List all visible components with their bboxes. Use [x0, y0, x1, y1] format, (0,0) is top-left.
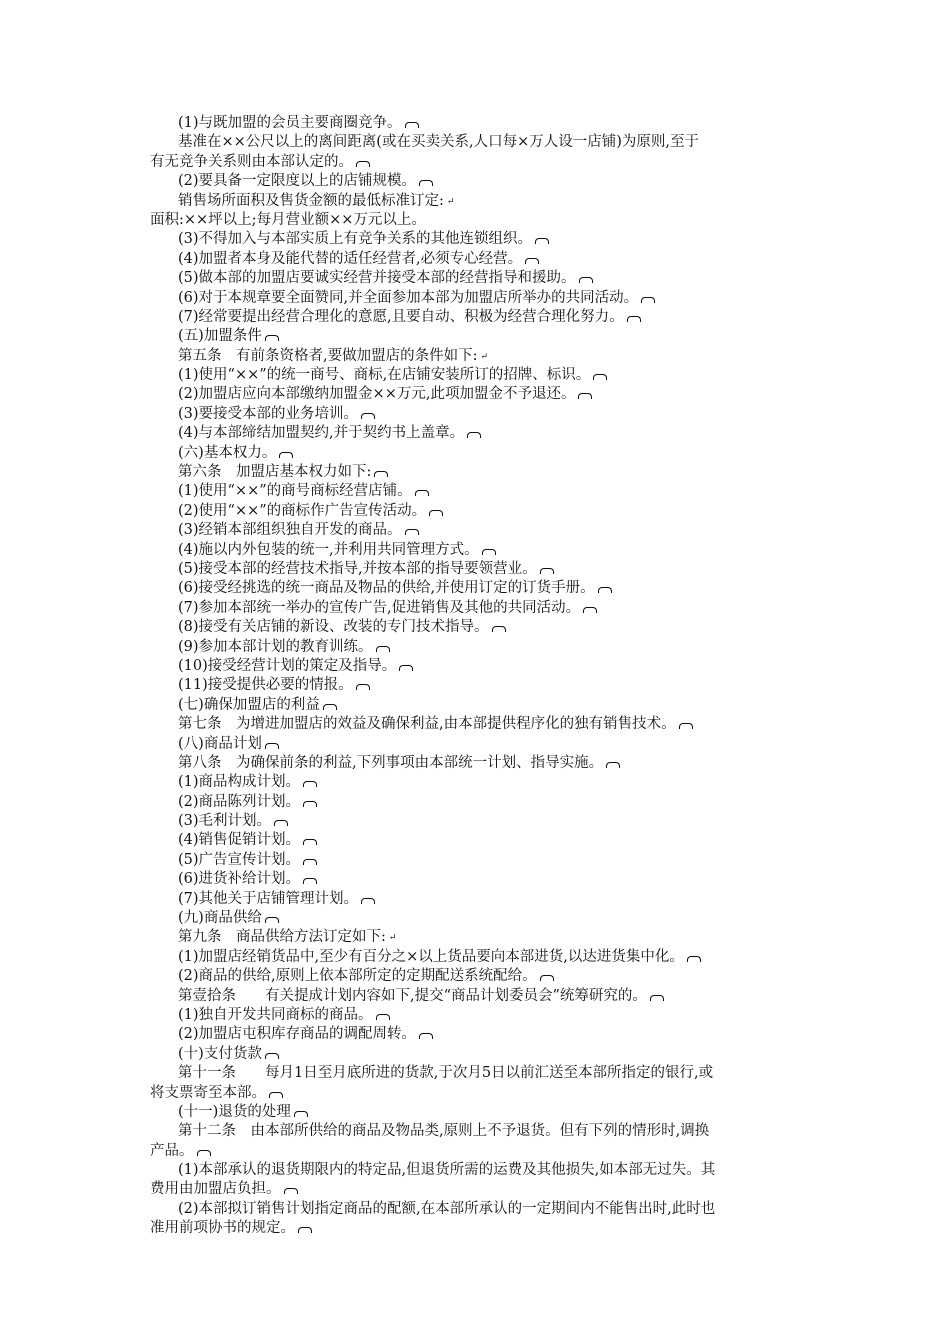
line-text: (7)参加本部统一举办的宣传广告,促进销售及其他的共同活动。	[178, 599, 581, 616]
text-line	[178, 327, 808, 346]
text-line	[178, 463, 808, 482]
text-line	[178, 599, 808, 618]
text-line	[178, 831, 808, 850]
line-text: (3)不得加入与本部实质上有竞争关系的其他连锁组织。	[178, 231, 533, 248]
line-text: (3)毛利计划。	[178, 813, 272, 830]
line-text: (1)使用“××”的商号商标经营店铺。	[178, 483, 412, 500]
text-line	[178, 482, 808, 501]
line-text: (八)商品计划	[178, 735, 262, 752]
text-line	[178, 1161, 808, 1180]
line-text: (2)商品陈列计划。	[178, 793, 301, 810]
text-line	[150, 1180, 808, 1199]
paragraph-mark-icon	[361, 413, 375, 419]
line-text: (1)独自开发共同商标的商品。	[178, 1006, 373, 1023]
line-text: (五)加盟条件	[178, 328, 262, 345]
line-text: (4)施以内外包装的统一,并利用共同管理方式。	[178, 541, 479, 558]
line-text: 准用前项协书的规定。	[150, 1220, 295, 1237]
text-line	[178, 521, 808, 540]
line-text: 第壹拾条 有关提成计划内容如下,提交“商品计划委员会”统筹研究的。	[178, 987, 647, 1004]
text-line	[178, 405, 808, 424]
paragraph-mark-icon	[303, 859, 317, 865]
text-line	[178, 1103, 808, 1122]
document-body	[150, 114, 808, 1239]
text-line	[178, 754, 808, 773]
text-line	[178, 289, 808, 308]
line-text: 第五条 有前条资格者,要做加盟店的条件如下:	[178, 347, 478, 364]
paragraph-mark-icon	[579, 277, 593, 283]
paragraph-mark-icon	[540, 975, 554, 981]
line-text: (6)接受经挑选的统一商品及物品的供给,并使用订定的订货手册。	[178, 580, 595, 597]
text-line	[178, 735, 808, 754]
text-line	[178, 928, 808, 947]
line-text: (2)加盟店应向本部缴纳加盟金××万元,此项加盟金不予退还。	[178, 386, 576, 403]
text-line	[178, 114, 808, 133]
text-line	[178, 308, 808, 327]
line-text: (2)加盟店屯积库存商品的调配周转。	[178, 1026, 417, 1043]
line-text: (2)商品的供给,原则上依本部所定的定期配送系统配给。	[178, 968, 537, 985]
line-text: 费用由加盟店负担。	[150, 1181, 281, 1198]
line-text: (6)进货补给计划。	[178, 871, 301, 888]
paragraph-mark-icon	[284, 1188, 298, 1194]
paragraph-mark-icon	[650, 995, 664, 1001]
text-line	[178, 230, 808, 249]
text-line	[150, 1219, 808, 1238]
text-line	[178, 638, 808, 657]
paragraph-mark-icon	[197, 1150, 211, 1156]
paragraph-mark-icon	[265, 917, 279, 923]
line-text: 面积:××坪以上;每月营业额××万元以上。	[150, 211, 426, 228]
line-text: (4)与本部缔结加盟契约,并于契约书上盖章。	[178, 425, 465, 442]
line-text: 第十一条 每月1日至月底所进的货款,于次月5日以前汇送至本部所指定的银行,或	[178, 1065, 714, 1082]
text-line	[150, 211, 808, 230]
text-line	[178, 424, 808, 443]
paragraph-mark-icon	[627, 316, 641, 322]
text-line	[178, 1045, 808, 1064]
paragraph-mark-icon	[303, 878, 317, 884]
text-line	[178, 657, 808, 676]
line-text: 有无竞争关系则由本部认定的。	[150, 153, 353, 170]
paragraph-mark-icon	[540, 568, 554, 574]
paragraph-mark-icon	[578, 393, 592, 399]
text-line	[178, 696, 808, 715]
text-line	[150, 1142, 808, 1161]
paragraph-mark-icon	[376, 1014, 390, 1020]
line-text: (十一)退货的处理	[178, 1103, 291, 1120]
line-text: (九)商品供给	[178, 910, 262, 927]
line-text: (3)要接受本部的业务培训。	[178, 405, 359, 422]
line-text: 销售场所面积及售货金额的最低标准订定:	[178, 192, 444, 209]
text-line	[178, 773, 808, 792]
text-line	[178, 812, 808, 831]
paragraph-mark-icon	[535, 238, 549, 244]
text-line	[178, 347, 808, 366]
paragraph-mark-icon	[303, 781, 317, 787]
line-text: (5)接受本部的经营技术指导,并按本部的指导要领营业。	[178, 560, 537, 577]
line-text: (8)接受有关店铺的新设、改装的专门技术指导。	[178, 619, 489, 636]
line-text: (六)基本权力。	[178, 444, 277, 461]
text-line	[178, 987, 808, 1006]
line-break-icon: ↵	[480, 351, 489, 362]
text-line	[178, 1122, 808, 1141]
line-text: (七)确保加盟店的利益	[178, 696, 320, 713]
line-text: (5)做本部的加盟店要诚实经营并接受本部的经营指导和援助。	[178, 270, 576, 287]
paragraph-mark-icon	[415, 490, 429, 496]
paragraph-mark-icon	[583, 607, 597, 613]
paragraph-mark-icon	[641, 297, 655, 303]
paragraph-mark-icon	[405, 122, 419, 128]
text-line	[178, 1025, 808, 1044]
paragraph-mark-icon	[356, 684, 370, 690]
text-line	[178, 444, 808, 463]
paragraph-mark-icon	[492, 626, 506, 632]
paragraph-mark-icon	[279, 452, 293, 458]
paragraph-mark-icon	[274, 820, 288, 826]
line-text: 第八条 为确保前条的利益,下列事项由本部统一计划、指导实施。	[178, 754, 604, 771]
text-line	[178, 366, 808, 385]
text-line	[178, 715, 808, 734]
paragraph-mark-icon	[482, 549, 496, 555]
paragraph-mark-icon	[265, 1053, 279, 1059]
line-text: 第九条 商品供给方法订定如下:	[178, 929, 386, 946]
paragraph-mark-icon	[679, 723, 693, 729]
line-text: (10)接受经营计划的策定及指导。	[178, 657, 397, 674]
paragraph-mark-icon	[265, 743, 279, 749]
line-text: 第六条 加盟店基本权力如下:	[178, 464, 372, 481]
text-line	[178, 890, 808, 909]
paragraph-mark-icon	[269, 1092, 283, 1098]
text-line	[178, 870, 808, 889]
paragraph-mark-icon	[598, 587, 612, 593]
line-text: 产品。	[150, 1142, 194, 1159]
line-text: (2)本部拟订销售计划指定商品的配额,在本部所承认的一定期间内不能售出时,此时也	[178, 1200, 716, 1217]
paragraph-mark-icon	[687, 956, 701, 962]
text-line	[178, 269, 808, 288]
text-line	[178, 1200, 808, 1219]
line-text: 基准在××公尺以上的离间距离(或在买卖关系,人口每×万人设一店铺)为原则,至于	[178, 134, 699, 151]
paragraph-mark-icon	[419, 180, 433, 186]
text-line	[178, 851, 808, 870]
text-line	[178, 1006, 808, 1025]
line-text: (4)加盟者本身及能代替的适任经营者,必须专心经营。	[178, 250, 523, 267]
line-text: (2)要具备一定限度以上的店铺规模。	[178, 173, 417, 190]
line-text: (7)经常要提出经营合理化的意愿,且要自动、积极为经营合理化努力。	[178, 308, 624, 325]
text-line	[178, 948, 808, 967]
line-text: (7)其他关于店铺管理计划。	[178, 890, 359, 907]
line-text: (9)参加本部计划的教育训练。	[178, 638, 373, 655]
line-text: (6)对于本规章要全面赞同,并全面参加本部为加盟店所举办的共同活动。	[178, 289, 639, 306]
text-line	[150, 1084, 808, 1103]
paragraph-mark-icon	[419, 1033, 433, 1039]
paragraph-mark-icon	[525, 258, 539, 264]
text-line	[178, 560, 808, 579]
text-line	[178, 133, 808, 152]
paragraph-mark-icon	[374, 471, 388, 477]
line-text: (1)商品构成计划。	[178, 774, 301, 791]
text-line	[178, 967, 808, 986]
text-line	[178, 676, 808, 695]
paragraph-mark-icon	[429, 510, 443, 516]
text-line	[178, 541, 808, 560]
text-line	[178, 909, 808, 928]
text-line	[178, 793, 808, 812]
text-line	[178, 1064, 808, 1083]
text-line	[178, 192, 808, 211]
line-text: (1)加盟店经销货品中,至少有百分之×以上货品要向本部进货,以达进货集中化。	[178, 948, 684, 965]
paragraph-mark-icon	[294, 1111, 308, 1117]
line-text: (3)经销本部组织独自开发的商品。	[178, 522, 402, 539]
text-line	[178, 502, 808, 521]
text-line	[178, 618, 808, 637]
text-line	[178, 385, 808, 404]
paragraph-mark-icon	[298, 1227, 312, 1233]
paragraph-mark-icon	[399, 665, 413, 671]
paragraph-mark-icon	[376, 646, 390, 652]
line-text: (1)本部承认的退货期限内的特定品,但退货所需的运费及其他损失,如本部无过失。其	[178, 1162, 716, 1179]
line-text: 将支票寄至本部。	[150, 1084, 266, 1101]
line-text: 第十二条 由本部所供给的商品及物品类,原则上不予退货。但有下列的情形时,调换	[178, 1123, 710, 1140]
paragraph-mark-icon	[606, 762, 620, 768]
paragraph-mark-icon	[303, 839, 317, 845]
text-line	[178, 250, 808, 269]
text-line	[178, 579, 808, 598]
paragraph-mark-icon	[356, 161, 370, 167]
paragraph-mark-icon	[405, 529, 419, 535]
line-text: (11)接受提供必要的情报。	[178, 677, 353, 694]
paragraph-mark-icon	[265, 335, 279, 341]
line-break-icon: ↵	[388, 933, 397, 944]
line-text: (1)与既加盟的会员主要商圈竞争。	[178, 115, 402, 131]
line-text: (2)使用“××”的商标作广告宣传活动。	[178, 502, 427, 519]
line-text: (十)支付货款	[178, 1045, 262, 1062]
line-text: (1)使用“××”的统一商号、商标,在店铺安装所订的招牌、标识。	[178, 367, 591, 384]
paragraph-mark-icon	[323, 704, 337, 710]
line-break-icon: ↵	[446, 196, 455, 207]
text-line	[150, 153, 808, 172]
paragraph-mark-icon	[303, 801, 317, 807]
line-text: (5)广告宣传计划。	[178, 851, 301, 868]
line-text: (4)销售促销计划。	[178, 832, 301, 849]
paragraph-mark-icon	[593, 374, 607, 380]
paragraph-mark-icon	[361, 898, 375, 904]
paragraph-mark-icon	[467, 432, 481, 438]
text-line	[178, 172, 808, 191]
line-text: 第七条 为增进加盟店的效益及确保利益,由本部提供程序化的独有销售技术。	[178, 716, 676, 733]
